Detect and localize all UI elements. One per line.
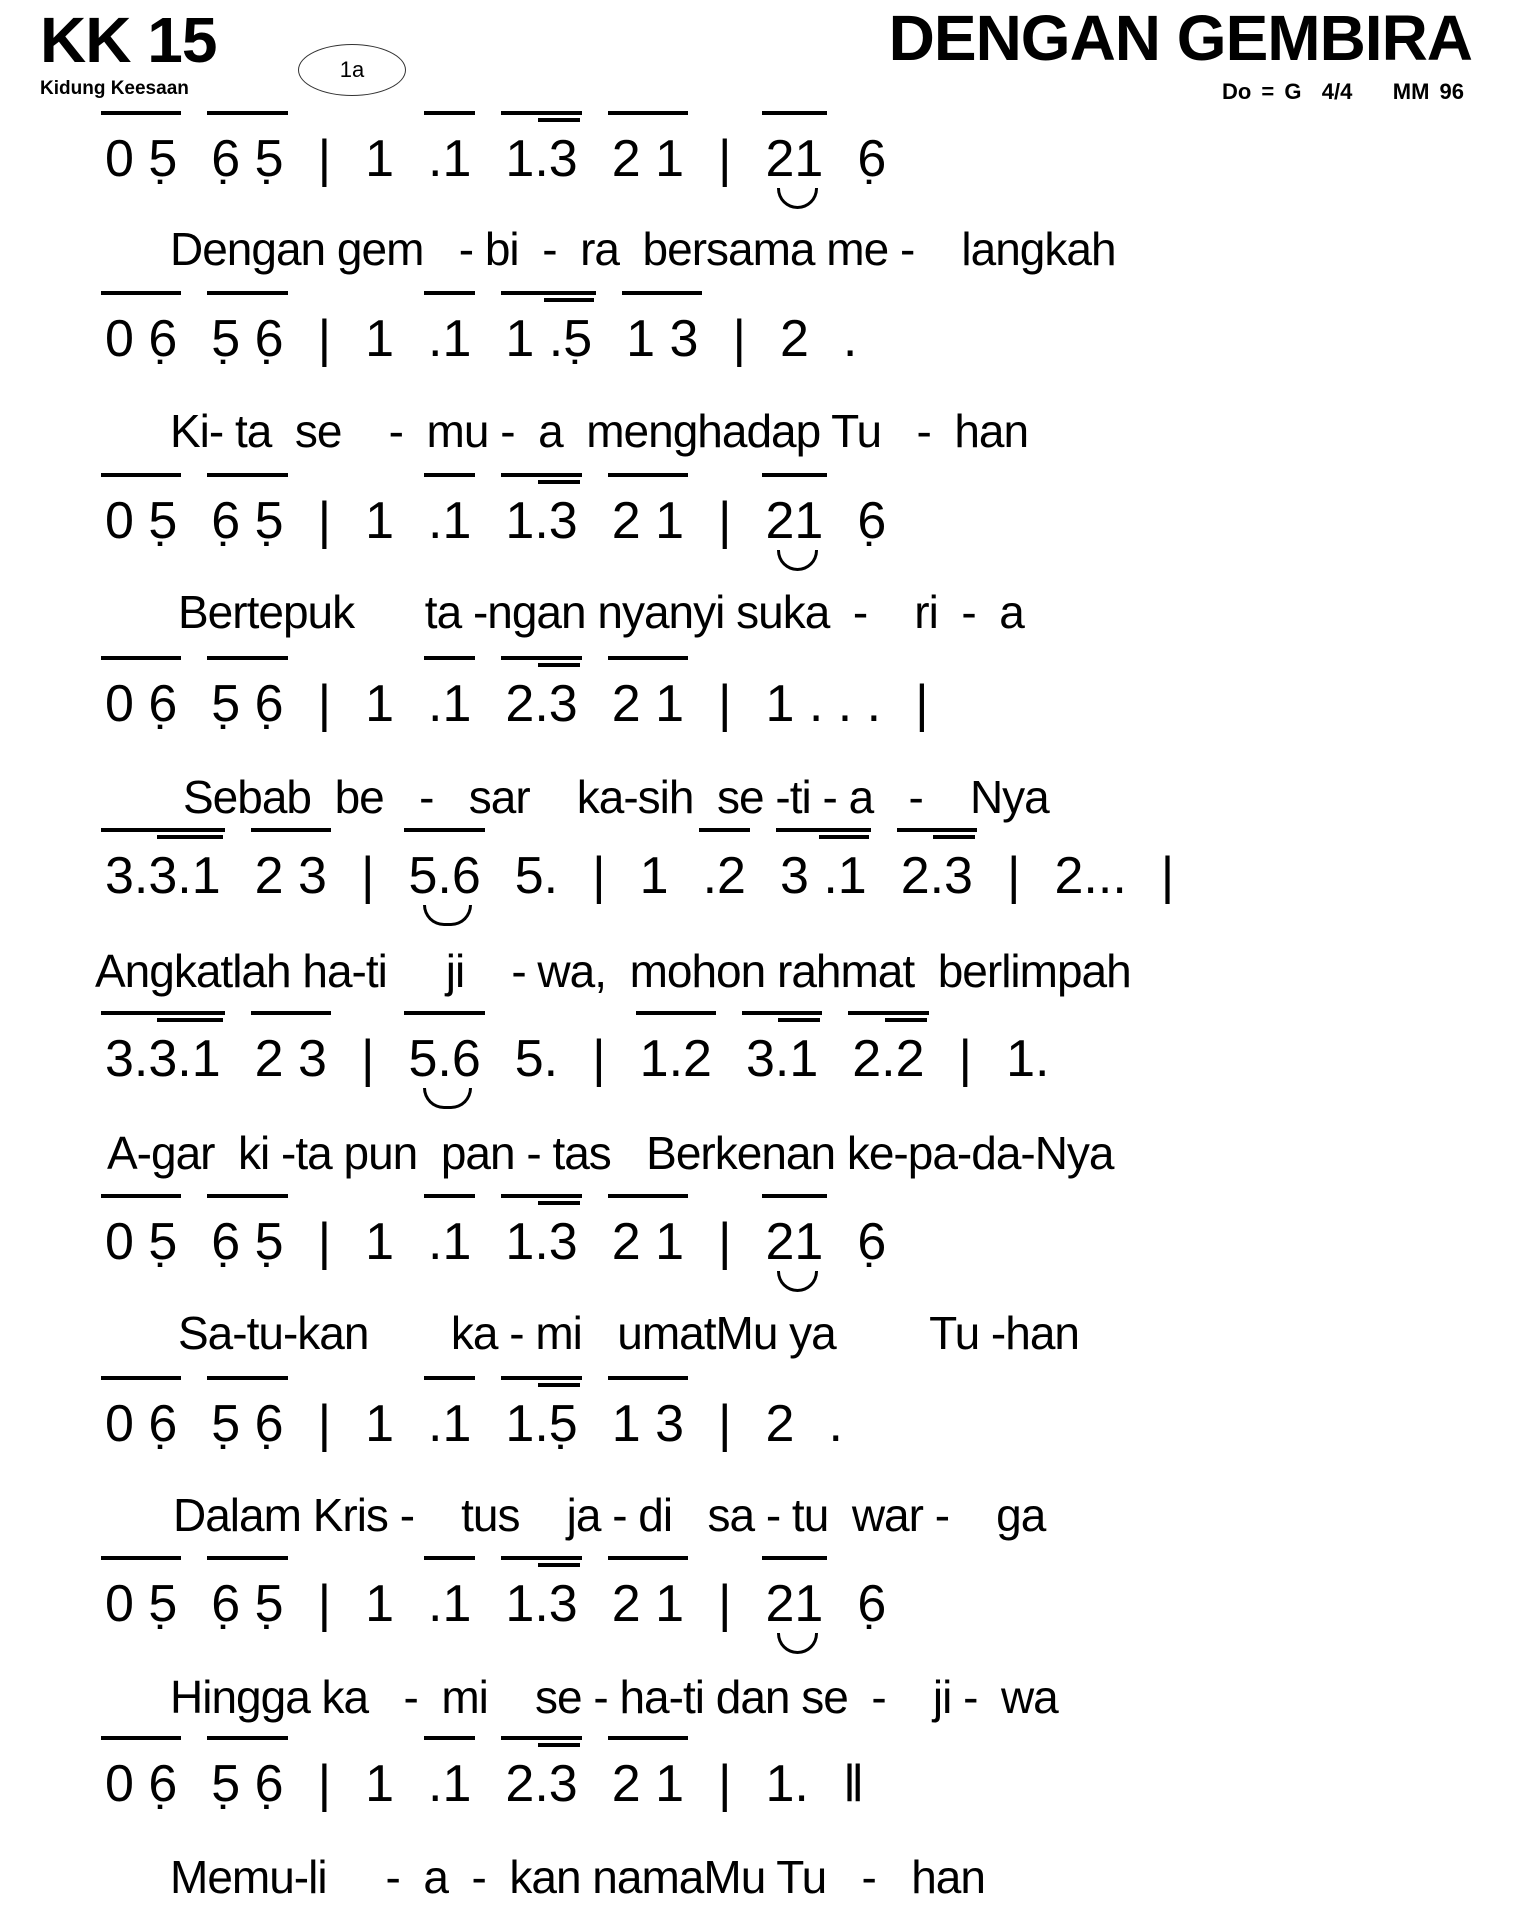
barline-glyph: | bbox=[317, 1575, 332, 1633]
note-text: 5. bbox=[514, 847, 559, 905]
note-text: 2.3 bbox=[505, 1755, 578, 1813]
lyric-line: Sebab be - sar ka-sih se -ti - a - Nya bbox=[183, 771, 1049, 823]
note-group bbox=[105, 842, 221, 906]
note-text: 0 5̣ bbox=[105, 492, 178, 550]
barline bbox=[732, 305, 746, 369]
note-text: 21 bbox=[765, 1213, 824, 1271]
note-text: 2 1 bbox=[611, 675, 684, 733]
notation-line bbox=[105, 125, 886, 189]
note-group bbox=[612, 670, 684, 734]
note-text: 1.3 bbox=[505, 130, 578, 188]
barline-glyph: | bbox=[915, 675, 929, 733]
note-text: 1 bbox=[365, 1575, 395, 1633]
slur-mark bbox=[777, 550, 818, 571]
notation-line bbox=[105, 670, 929, 734]
note-group bbox=[612, 1390, 684, 1454]
note-text: 2 bbox=[765, 1395, 795, 1453]
note-group bbox=[428, 1570, 471, 1634]
barline bbox=[592, 1025, 606, 1089]
note-group bbox=[255, 1025, 327, 1089]
note-group bbox=[211, 1570, 283, 1634]
slur-mark bbox=[423, 905, 472, 926]
key-tempo-info: Do = G 4/4 MM 96 bbox=[1221, 79, 1464, 104]
barline-glyph: | bbox=[1160, 847, 1175, 905]
note-text: 1 bbox=[365, 675, 395, 733]
barline-glyph: | bbox=[718, 1213, 732, 1271]
note-text: 5.6 bbox=[408, 847, 481, 905]
note-group bbox=[505, 1208, 577, 1272]
note-group bbox=[505, 1390, 577, 1454]
note-group bbox=[766, 1570, 824, 1634]
hymn-number: KK 15 bbox=[40, 4, 217, 76]
barline bbox=[592, 842, 606, 906]
note-group bbox=[365, 1208, 394, 1272]
barline-glyph: | bbox=[592, 847, 606, 905]
notation-line bbox=[105, 842, 1174, 906]
note-group bbox=[428, 487, 471, 551]
note-text: 6̣ 5̣ bbox=[211, 492, 284, 550]
note-group bbox=[857, 1208, 886, 1272]
barline bbox=[843, 1750, 864, 1814]
note-text: 0 6̣ bbox=[105, 1755, 178, 1813]
hymnal-name: Kidung Keesaan bbox=[40, 78, 189, 99]
barline-glyph: | bbox=[317, 492, 332, 550]
note-group bbox=[612, 125, 684, 189]
barline-glyph: ‖ bbox=[842, 1755, 865, 1813]
note-group bbox=[365, 305, 394, 369]
slur-mark bbox=[423, 1088, 472, 1109]
note-group bbox=[365, 1570, 394, 1634]
barline-glyph: | bbox=[360, 1030, 375, 1088]
note-group bbox=[105, 1750, 177, 1814]
note-text: 2 1 bbox=[611, 492, 684, 550]
note-group bbox=[105, 487, 177, 551]
note-group bbox=[843, 305, 857, 369]
note-group bbox=[626, 305, 698, 369]
note-text: 5̣ 6̣ bbox=[211, 1395, 284, 1453]
note-text: 1 bbox=[365, 130, 395, 188]
note-group bbox=[612, 1570, 684, 1634]
note-text: 1 . . . bbox=[765, 675, 882, 733]
barline-glyph: | bbox=[718, 1755, 732, 1813]
note-group bbox=[365, 487, 394, 551]
note-text: 0 5̣ bbox=[105, 1575, 178, 1633]
barline bbox=[915, 670, 929, 734]
barline-glyph: | bbox=[317, 1395, 332, 1453]
note-text: 3.3.1 bbox=[105, 1030, 221, 1088]
barline bbox=[318, 487, 332, 551]
notation-line bbox=[105, 487, 886, 551]
note-text: 0 5̣ bbox=[105, 130, 178, 188]
note-group bbox=[505, 670, 577, 734]
note-group bbox=[105, 1025, 221, 1089]
note-text: 1 bbox=[365, 492, 395, 550]
note-group bbox=[857, 125, 886, 189]
notation-line bbox=[105, 1390, 843, 1454]
note-text: 6̣ bbox=[857, 492, 887, 550]
note-group bbox=[1006, 1025, 1049, 1089]
note-text: 2.2 bbox=[852, 1030, 925, 1088]
barline bbox=[361, 1025, 375, 1089]
note-text: 2.3 bbox=[505, 675, 578, 733]
note-group bbox=[1055, 842, 1127, 906]
lyric-line: Hingga ka - mi se - ha-ti dan se - ji - wa bbox=[170, 1671, 1058, 1723]
note-group bbox=[780, 305, 809, 369]
note-text: 3 .1 bbox=[779, 847, 867, 905]
note-text: 2 3 bbox=[254, 847, 327, 905]
note-group bbox=[211, 125, 283, 189]
note-text: 1.3 bbox=[505, 492, 578, 550]
note-group bbox=[365, 1750, 394, 1814]
note-group bbox=[857, 487, 886, 551]
verse-badge-label: 1a bbox=[339, 57, 365, 82]
note-text: 0 6̣ bbox=[105, 310, 178, 368]
notation-line bbox=[105, 305, 857, 369]
note-text: 1.5̣ bbox=[505, 1395, 578, 1453]
note-group bbox=[505, 305, 592, 369]
note-text: 6̣ bbox=[857, 1575, 887, 1633]
barline-glyph: | bbox=[317, 1755, 332, 1813]
note-group bbox=[211, 1208, 283, 1272]
barline bbox=[318, 1750, 332, 1814]
note-text: .1 bbox=[428, 1575, 472, 1633]
slur-mark bbox=[777, 188, 818, 209]
lyric-line: Ki- ta se - mu - a menghadap Tu - han bbox=[170, 405, 1029, 457]
barline bbox=[318, 125, 332, 189]
note-text: .1 bbox=[428, 675, 472, 733]
barline-glyph: | bbox=[718, 492, 732, 550]
lyric-line: Sa-tu-kan ka - mi umatMu ya Tu -han bbox=[178, 1307, 1079, 1359]
note-text: 3.1 bbox=[745, 1030, 819, 1088]
note-group bbox=[505, 487, 577, 551]
lyric-line: Angkatlah ha-ti ji - wa, mohon rahmat berlimpah bbox=[95, 945, 1131, 997]
note-text: 5̣ 6̣ bbox=[211, 675, 284, 733]
notation-line bbox=[105, 1208, 886, 1272]
notation-line bbox=[105, 1025, 1049, 1089]
note-group bbox=[828, 1390, 842, 1454]
barline bbox=[318, 670, 332, 734]
note-group bbox=[105, 305, 177, 369]
note-text: 0 5̣ bbox=[105, 1213, 178, 1271]
note-group bbox=[365, 125, 394, 189]
note-text: 1 bbox=[639, 847, 669, 905]
note-text: 1 bbox=[365, 1213, 395, 1271]
note-text: 0 6̣ bbox=[105, 1395, 178, 1453]
note-group bbox=[105, 1208, 177, 1272]
note-group bbox=[211, 487, 283, 551]
barline bbox=[718, 1208, 732, 1272]
note-text: . bbox=[842, 310, 858, 368]
barline-glyph: | bbox=[718, 1395, 732, 1453]
barline-glyph: | bbox=[1006, 847, 1021, 905]
note-group bbox=[428, 670, 471, 734]
note-group bbox=[612, 487, 684, 551]
note-group bbox=[857, 1570, 886, 1634]
barline-glyph: | bbox=[317, 310, 332, 368]
barline-glyph: | bbox=[718, 675, 732, 733]
note-text: 2.3 bbox=[900, 847, 973, 905]
note-text: 1 3 bbox=[611, 1395, 684, 1453]
note-text: 6̣ 5̣ bbox=[211, 130, 284, 188]
notation-line bbox=[105, 1750, 864, 1814]
lyric-line: Dengan gem - bi - ra bersama me - langkah bbox=[170, 223, 1116, 275]
note-text: 21 bbox=[765, 492, 824, 550]
barline bbox=[1161, 842, 1175, 906]
lyric-line: Bertepuk ta -ngan nyanyi suka - ri - a bbox=[178, 586, 1024, 638]
note-group bbox=[852, 1025, 924, 1089]
note-text: 2 1 bbox=[611, 1575, 684, 1633]
song-title: DENGAN GEMBIRA bbox=[888, 2, 1472, 74]
note-group bbox=[640, 842, 669, 906]
note-text: 5. bbox=[514, 1030, 559, 1088]
note-group bbox=[428, 125, 471, 189]
note-text: 6̣ 5̣ bbox=[211, 1213, 284, 1271]
note-text: 6̣ bbox=[857, 130, 887, 188]
note-group bbox=[428, 1390, 471, 1454]
note-group bbox=[211, 1750, 283, 1814]
note-group bbox=[105, 125, 177, 189]
barline-glyph: | bbox=[317, 1213, 332, 1271]
barline bbox=[718, 1570, 732, 1634]
note-group bbox=[766, 1750, 809, 1814]
verse-badge bbox=[298, 44, 406, 96]
barline bbox=[318, 1570, 332, 1634]
barline-glyph: | bbox=[592, 1030, 606, 1088]
note-text: 1.2 bbox=[639, 1030, 712, 1088]
note-group bbox=[408, 1025, 480, 1089]
note-group bbox=[612, 1208, 684, 1272]
note-text: 1. bbox=[1006, 1030, 1050, 1088]
note-text: 2 3 bbox=[254, 1030, 327, 1088]
note-text: 2 bbox=[779, 310, 809, 368]
note-group bbox=[505, 1750, 577, 1814]
note-group bbox=[766, 487, 824, 551]
barline-glyph: | bbox=[360, 847, 375, 905]
note-text: 1. bbox=[765, 1755, 809, 1813]
note-group bbox=[766, 1390, 795, 1454]
barline bbox=[318, 1390, 332, 1454]
note-group bbox=[766, 670, 882, 734]
note-group bbox=[211, 305, 283, 369]
note-text: 1.3 bbox=[505, 1213, 578, 1271]
note-text: .1 bbox=[428, 1755, 472, 1813]
note-text: 1 bbox=[365, 310, 395, 368]
slur-mark bbox=[777, 1271, 818, 1292]
note-group bbox=[766, 1208, 824, 1272]
note-group bbox=[255, 842, 327, 906]
note-text: 1 bbox=[365, 1395, 395, 1453]
barline bbox=[318, 1208, 332, 1272]
barline bbox=[718, 670, 732, 734]
note-text: 3.3.1 bbox=[105, 847, 221, 905]
barline bbox=[959, 1025, 973, 1089]
barline-glyph: | bbox=[317, 130, 332, 188]
note-text: 1 bbox=[365, 1755, 395, 1813]
note-text: 1 .5̣ bbox=[505, 310, 593, 368]
note-group bbox=[901, 842, 973, 906]
note-text: .1 bbox=[428, 1395, 472, 1453]
note-text: 6̣ 5̣ bbox=[211, 1575, 284, 1633]
note-group bbox=[640, 1025, 712, 1089]
note-text: .1 bbox=[428, 310, 472, 368]
note-group bbox=[211, 670, 283, 734]
note-group bbox=[766, 125, 824, 189]
note-text: 2 1 bbox=[611, 1213, 684, 1271]
note-text: 5̣ 6̣ bbox=[211, 310, 284, 368]
barline bbox=[718, 1390, 732, 1454]
barline-glyph: | bbox=[958, 1030, 973, 1088]
note-group bbox=[780, 842, 867, 906]
barline bbox=[1007, 842, 1021, 906]
lyric-line: Dalam Kris - tus ja - di sa - tu war - ga bbox=[173, 1489, 1046, 1541]
barline-glyph: | bbox=[718, 1575, 732, 1633]
note-group bbox=[515, 1025, 558, 1089]
lyric-line: Memu-li - a - kan namaMu Tu - han bbox=[170, 1851, 985, 1903]
note-group bbox=[365, 1390, 394, 1454]
note-group bbox=[505, 1570, 577, 1634]
note-group bbox=[612, 1750, 684, 1814]
note-group bbox=[515, 842, 558, 906]
note-group bbox=[105, 670, 177, 734]
note-text: .1 bbox=[428, 492, 472, 550]
note-text: 0 6̣ bbox=[105, 675, 178, 733]
note-text: 2... bbox=[1054, 847, 1127, 905]
note-text: . bbox=[828, 1395, 843, 1453]
barline bbox=[718, 487, 732, 551]
note-text: .2 bbox=[702, 847, 746, 905]
note-text: 5.6 bbox=[408, 1030, 481, 1088]
barline bbox=[718, 125, 732, 189]
notation-line bbox=[105, 1570, 886, 1634]
barline bbox=[318, 305, 332, 369]
slur-mark bbox=[777, 1633, 818, 1654]
note-group bbox=[703, 842, 746, 906]
note-text: 21 bbox=[765, 1575, 824, 1633]
note-group bbox=[428, 1208, 471, 1272]
note-text: 1 3 bbox=[626, 310, 699, 368]
note-group bbox=[408, 842, 480, 906]
barline-glyph: | bbox=[317, 675, 332, 733]
barline bbox=[718, 1750, 732, 1814]
barline-glyph: | bbox=[732, 310, 746, 368]
note-text: 21 bbox=[765, 130, 824, 188]
note-group bbox=[105, 1390, 177, 1454]
note-group bbox=[505, 125, 577, 189]
note-group bbox=[428, 305, 471, 369]
note-text: 6̣ bbox=[857, 1213, 887, 1271]
note-group bbox=[211, 1390, 283, 1454]
note-group bbox=[105, 1570, 177, 1634]
note-text: 1.3 bbox=[505, 1575, 578, 1633]
note-text: 2 1 bbox=[611, 130, 684, 188]
barline bbox=[361, 842, 375, 906]
barline-glyph: | bbox=[718, 130, 732, 188]
note-text: 2 1 bbox=[611, 1755, 684, 1813]
note-text: 5̣ 6̣ bbox=[211, 1755, 284, 1813]
note-group bbox=[428, 1750, 471, 1814]
note-text: .1 bbox=[428, 130, 472, 188]
note-group bbox=[365, 670, 394, 734]
lyric-line: A-gar ki -ta pun pan - tas Berkenan ke-pa-da-Nya bbox=[107, 1127, 1114, 1179]
note-group bbox=[746, 1025, 818, 1089]
note-text: .1 bbox=[428, 1213, 472, 1271]
